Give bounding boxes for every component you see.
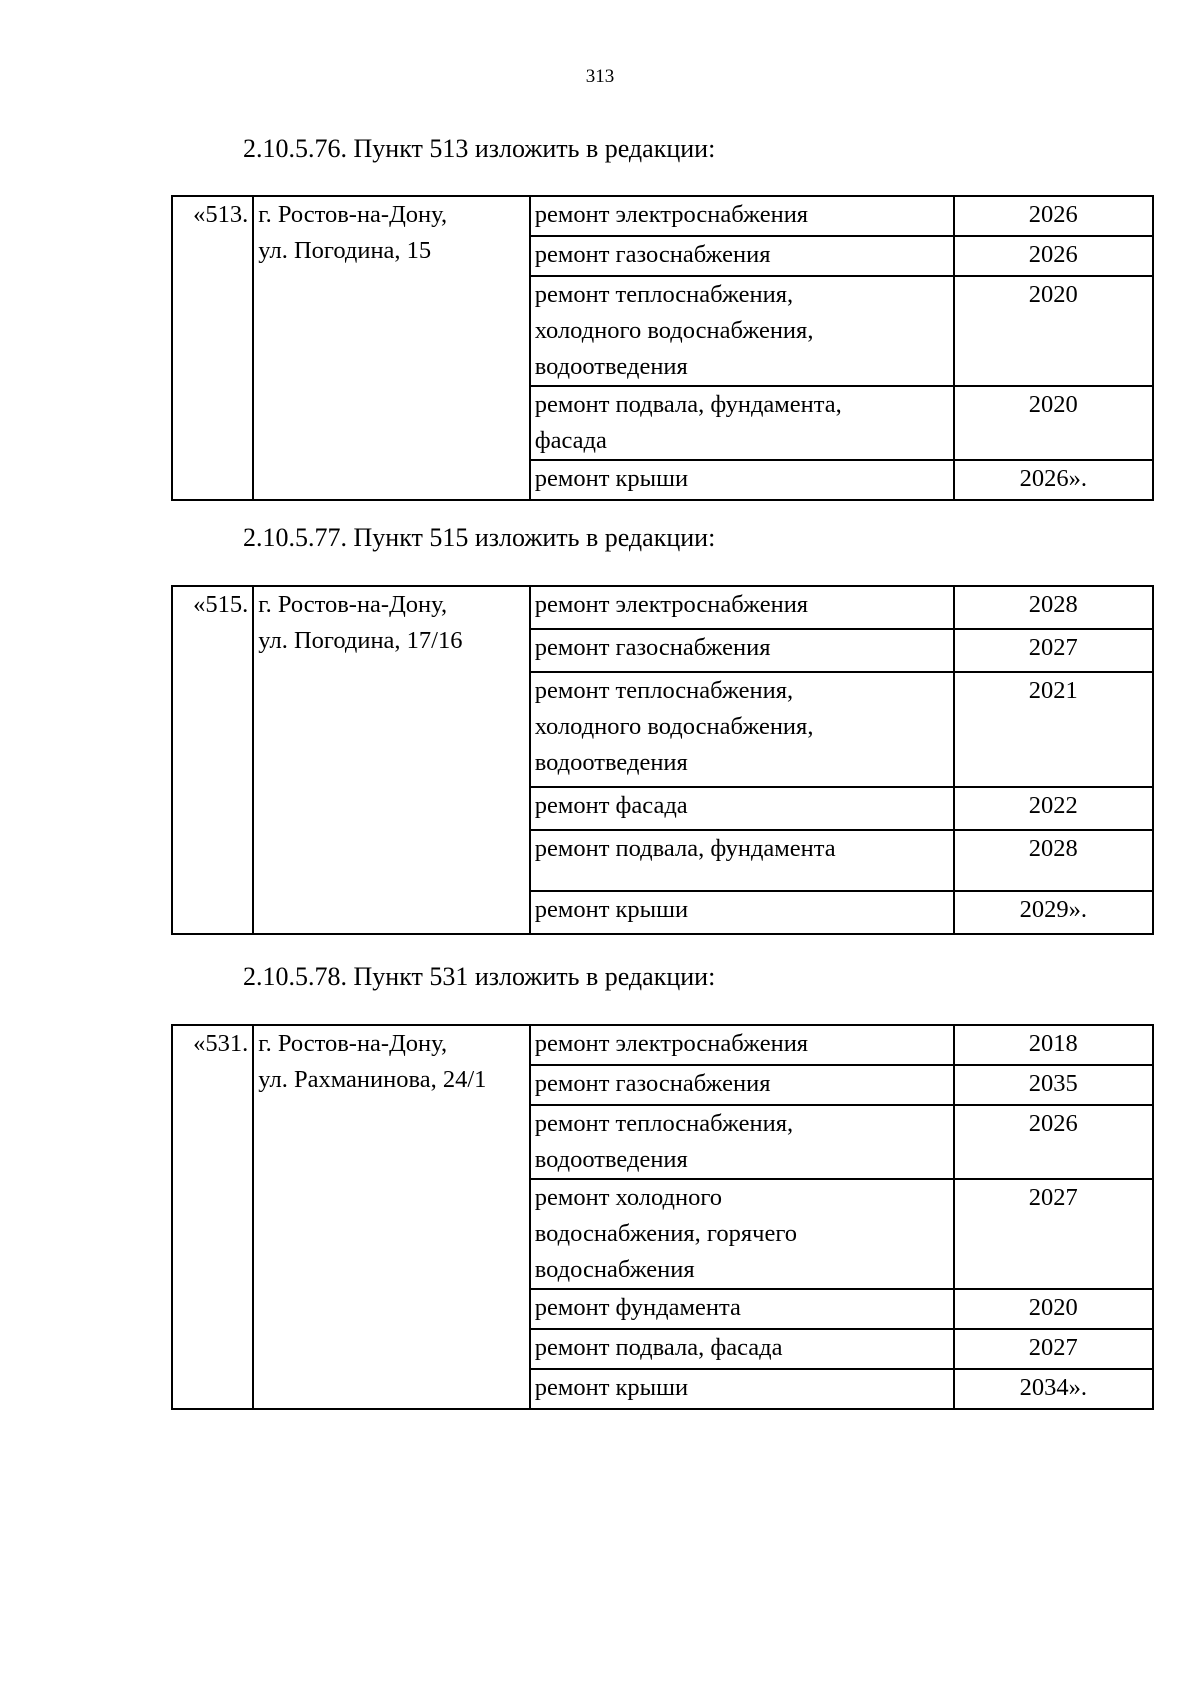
work-year: 2021 — [954, 672, 1153, 787]
address-line: ул. Погодина, 17/16 — [258, 627, 463, 654]
work-year: 2034». — [954, 1369, 1153, 1409]
item-number: «515. — [172, 586, 253, 934]
page-number: 313 — [585, 66, 615, 87]
table-row — [172, 1025, 1153, 1065]
work-year: 2020 — [954, 386, 1153, 460]
work-year: 2027 — [954, 1179, 1153, 1289]
work-type: ремонт подвала, фасада — [530, 1329, 954, 1369]
address-line: ул. Погодина, 15 — [258, 237, 432, 264]
table-row — [172, 196, 1153, 236]
amendment-table — [171, 585, 1154, 935]
address-cell — [253, 586, 529, 934]
work-type: ремонт теплоснабжения, холодного водоснабжения, водоотведения — [530, 276, 954, 386]
work-year: 2028 — [954, 586, 1153, 629]
address-line: г. Ростов-на-Дону, — [258, 201, 448, 228]
work-year: 2029». — [954, 891, 1153, 934]
section-heading: 2.10.5.77. Пункт 515 изложить в редакции: — [243, 523, 716, 552]
item-number: «513. — [172, 196, 253, 500]
work-type: ремонт теплоснабжения, водоотведения — [530, 1105, 954, 1179]
work-year: 2022 — [954, 787, 1153, 830]
work-type: ремонт крыши — [530, 460, 954, 500]
work-year: 2020 — [954, 1289, 1153, 1329]
address-line: ул. Рахманинова, 24/1 — [258, 1066, 487, 1093]
work-type: ремонт газоснабжения — [530, 629, 954, 672]
work-type: ремонт холодного водоснабжения, горячего водоснабжения — [530, 1179, 954, 1289]
table-row — [172, 586, 1153, 629]
address-line: г. Ростов-на-Дону, — [258, 1030, 448, 1057]
work-year: 2026 — [954, 196, 1153, 236]
work-type: ремонт теплоснабжения, холодного водоснабжения, водоотведения — [530, 672, 954, 787]
item-number: «531. — [172, 1025, 253, 1409]
address-line: г. Ростов-на-Дону, — [258, 591, 448, 618]
work-type: ремонт газоснабжения — [530, 236, 954, 276]
work-type: ремонт электроснабжения — [530, 196, 954, 236]
work-year: 2020 — [954, 276, 1153, 386]
work-type: ремонт газоснабжения — [530, 1065, 954, 1105]
work-type: ремонт подвала, фундамента, фасада — [530, 386, 954, 460]
work-type: ремонт электроснабжения — [530, 1025, 954, 1065]
work-year: 2026 — [954, 236, 1153, 276]
address-cell — [253, 1025, 529, 1409]
work-year: 2026 — [954, 1105, 1153, 1179]
amendment-table — [171, 1024, 1154, 1410]
work-type: ремонт фасада — [530, 787, 954, 830]
work-year: 2027 — [954, 1329, 1153, 1369]
work-year: 2027 — [954, 629, 1153, 672]
amendment-table — [171, 195, 1154, 501]
work-year: 2026». — [954, 460, 1153, 500]
address-cell — [253, 196, 529, 500]
section-heading: 2.10.5.76. Пункт 513 изложить в редакции: — [243, 134, 716, 163]
section-heading: 2.10.5.78. Пункт 531 изложить в редакции: — [243, 962, 716, 991]
work-type: ремонт электроснабжения — [530, 586, 954, 629]
work-type: ремонт подвала, фундамента — [530, 830, 954, 891]
work-type: ремонт фундамента — [530, 1289, 954, 1329]
work-year: 2028 — [954, 830, 1153, 891]
work-type: ремонт крыши — [530, 1369, 954, 1409]
work-year: 2018 — [954, 1025, 1153, 1065]
work-year: 2035 — [954, 1065, 1153, 1105]
work-type: ремонт крыши — [530, 891, 954, 934]
